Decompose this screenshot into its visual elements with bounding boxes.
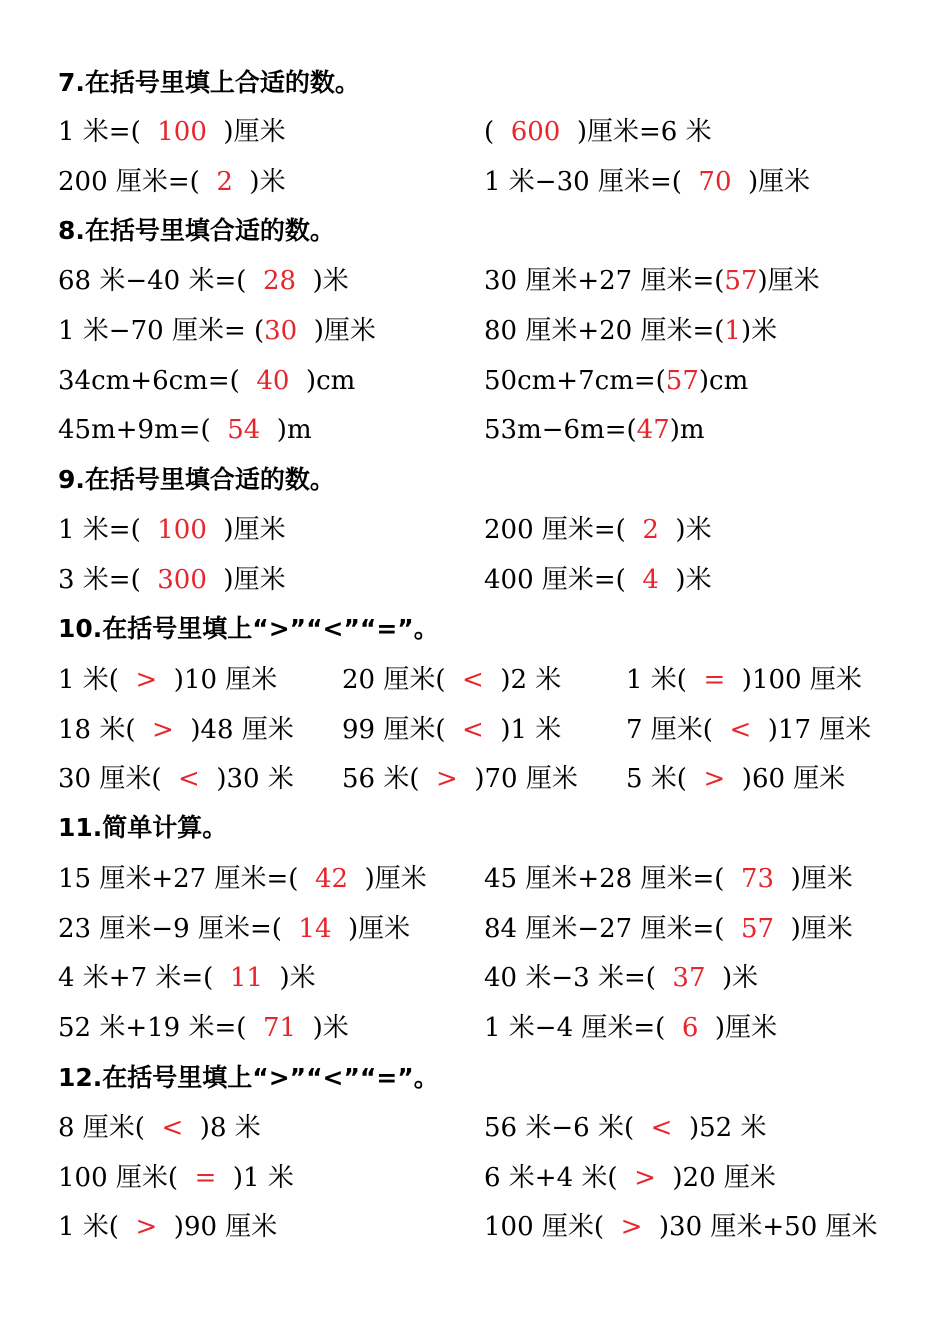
question-unit: )8 米: [183, 1113, 261, 1143]
answer-value: 57: [665, 366, 699, 396]
question-text: 200 厘米=(: [484, 515, 643, 545]
answer-value: 47: [636, 415, 670, 445]
question-unit: )10 厘米: [157, 665, 278, 695]
answer-value: 4: [642, 565, 659, 595]
question-unit: )厘米: [774, 864, 853, 894]
question-unit: )米: [658, 515, 712, 545]
question-text: 1 米=(: [58, 117, 158, 147]
question-unit: )30 米: [199, 764, 294, 794]
question-text: 50cm+7cm=(: [484, 366, 666, 396]
question-text: 8 厘米(: [58, 1113, 162, 1143]
answer-value: 300: [157, 565, 207, 595]
question-text: 1 米−30 厘米=(: [484, 167, 699, 197]
question-unit: )米: [658, 565, 712, 595]
answer-value: =: [703, 665, 726, 695]
question-unit: )m: [669, 415, 705, 445]
question-unit: )厘米=6 米: [560, 117, 712, 147]
answer-value: 2: [642, 515, 659, 545]
question-text: 1 米(: [58, 1212, 136, 1242]
question-text: 23 厘米−9 厘米=(: [58, 914, 299, 944]
question-text: 20 厘米(: [342, 665, 463, 695]
exercise-item: [626, 664, 862, 696]
exercise-item: [58, 763, 294, 795]
exercise-item: [484, 863, 853, 895]
exercise-item: [58, 1012, 349, 1044]
exercise-item: [484, 564, 712, 596]
question-unit: )70 厘米: [457, 764, 578, 794]
exercise-item: [484, 315, 777, 347]
exercise-item: [484, 116, 712, 148]
section-title: 8.在括号里填合适的数。: [58, 216, 335, 245]
question-text: 18 米(: [58, 715, 153, 745]
exercise-item: [484, 1211, 878, 1243]
question-unit: )100 厘米: [725, 665, 862, 695]
question-unit: )厘米: [731, 167, 811, 197]
section-title: 11.简单计算。: [58, 813, 228, 842]
answer-value: <: [650, 1113, 673, 1143]
exercise-item: [484, 414, 705, 446]
question-unit: )60 厘米: [725, 764, 846, 794]
question-text: 100 厘米(: [484, 1212, 621, 1242]
question-text: 7 厘米(: [626, 715, 730, 745]
question-text: 99 厘米(: [342, 715, 463, 745]
question-unit: )米: [705, 963, 759, 993]
exercise-item: [58, 714, 294, 746]
answer-value: >: [135, 1212, 158, 1242]
question-text: 34cm+6cm=(: [58, 366, 257, 396]
exercise-item: [484, 514, 712, 546]
exercise-item: [484, 1112, 766, 1144]
question-unit: )17 厘米: [751, 715, 872, 745]
section-title: 7.在括号里填上合适的数。: [58, 68, 360, 97]
exercise-item: [58, 913, 410, 945]
question-text: 56 米−6 米(: [484, 1113, 651, 1143]
answer-value: 600: [510, 117, 561, 147]
exercise-item: [58, 514, 286, 546]
exercise-item: [58, 265, 349, 297]
exercise-item: [626, 763, 845, 795]
question-text: 200 厘米=(: [58, 167, 217, 197]
question-text: 68 米−40 米=(: [58, 266, 263, 296]
question-text: 3 米=(: [58, 565, 158, 595]
answer-value: 57: [724, 266, 758, 296]
question-unit: )m: [260, 415, 312, 445]
question-unit: )52 米: [672, 1113, 767, 1143]
exercise-item: [58, 166, 286, 198]
question-unit: )厘米: [331, 914, 411, 944]
answer-value: <: [178, 764, 200, 794]
question-text: 53m−6m=(: [484, 415, 637, 445]
question-unit: )cm: [698, 366, 749, 396]
answer-value: 57: [740, 914, 775, 944]
question-text: 4 米+7 米=(: [58, 963, 230, 993]
question-text: 1 米=(: [58, 515, 158, 545]
exercise-item: [58, 564, 286, 596]
question-text: 15 厘米+27 厘米=(: [58, 864, 315, 894]
question-unit: )厘米: [206, 565, 286, 595]
answer-value: 42: [314, 864, 349, 894]
answer-value: <: [729, 715, 752, 745]
question-unit: )2 米: [483, 665, 562, 695]
question-text: 100 厘米(: [58, 1163, 195, 1193]
question-text: 45 厘米+28 厘米=(: [484, 864, 741, 894]
answer-value: =: [194, 1163, 217, 1193]
answer-value: 28: [262, 266, 297, 296]
question-text: 84 厘米−27 厘米=(: [484, 914, 741, 944]
question-unit: )20 厘米: [655, 1163, 776, 1193]
question-unit: )厘米: [698, 1013, 778, 1043]
exercise-item: [626, 714, 871, 746]
question-unit: )48 厘米: [173, 715, 294, 745]
question-text: 1 米(: [626, 665, 704, 695]
answer-value: >: [152, 715, 174, 745]
exercise-item: [58, 1112, 261, 1144]
answer-value: 70: [698, 167, 732, 197]
answer-value: 71: [262, 1013, 297, 1043]
exercise-item: [484, 962, 758, 994]
answer-value: 11: [229, 963, 263, 993]
exercise-item: [484, 365, 748, 397]
answer-value: 100: [157, 515, 207, 545]
answer-value: 100: [157, 117, 207, 147]
answer-value: 2: [216, 167, 233, 197]
question-text: 1 米−4 厘米=(: [484, 1013, 682, 1043]
exercise-item: [484, 265, 820, 297]
question-unit: )米: [262, 963, 316, 993]
exercise-item: [58, 863, 427, 895]
question-unit: )1 米: [216, 1163, 294, 1193]
exercise-item: [58, 1211, 277, 1243]
question-text: 1 米(: [58, 665, 136, 695]
answer-value: >: [135, 665, 158, 695]
answer-value: 14: [298, 914, 332, 944]
answer-value: 40: [256, 366, 290, 396]
question-text: 52 米+19 米=(: [58, 1013, 263, 1043]
exercise-item: [58, 414, 312, 446]
exercise-item: [342, 664, 561, 696]
exercise-item: [342, 714, 561, 746]
exercise-item: [484, 1162, 776, 1194]
question-unit: )米: [232, 167, 286, 197]
exercise-item: [58, 315, 376, 347]
answer-value: 30: [264, 316, 298, 346]
exercise-item: [342, 763, 578, 795]
question-unit: )厘米: [774, 914, 853, 944]
question-unit: )米: [740, 316, 778, 346]
answer-value: <: [161, 1113, 184, 1143]
question-text: 30 厘米(: [58, 764, 179, 794]
answer-value: <: [462, 715, 484, 745]
question-unit: )厘米: [297, 316, 376, 346]
question-text: 5 米(: [626, 764, 704, 794]
answer-value: >: [436, 764, 458, 794]
question-unit: )90 厘米: [157, 1212, 278, 1242]
answer-value: 37: [672, 963, 706, 993]
section-title: 12.在括号里填上“>”“<”“=”。: [58, 1063, 439, 1092]
answer-value: >: [634, 1163, 656, 1193]
question-text: 56 米(: [342, 764, 437, 794]
question-unit: )厘米: [206, 117, 286, 147]
question-unit: )cm: [289, 366, 356, 396]
answer-value: 6: [681, 1013, 699, 1043]
question-unit: )厘米: [757, 266, 820, 296]
answer-value: <: [462, 665, 484, 695]
question-text: 40 米−3 米=(: [484, 963, 673, 993]
question-text: 6 米+4 米(: [484, 1163, 635, 1193]
question-text: 1 米−70 厘米= (: [58, 316, 265, 346]
exercise-item: [484, 913, 853, 945]
exercise-item: [58, 962, 316, 994]
answer-value: >: [620, 1212, 643, 1242]
question-text: (: [484, 117, 511, 147]
answer-value: >: [703, 764, 726, 794]
question-text: 45m+9m=(: [58, 415, 228, 445]
question-unit: )米: [296, 1013, 349, 1043]
question-text: 80 厘米+20 厘米=(: [484, 316, 725, 346]
exercise-item: [58, 664, 277, 696]
answer-value: 1: [724, 316, 741, 346]
question-text: 400 厘米=(: [484, 565, 643, 595]
section-title: 9.在括号里填合适的数。: [58, 465, 335, 494]
answer-value: 73: [740, 864, 775, 894]
exercise-item: [58, 116, 286, 148]
exercise-item: [58, 365, 355, 397]
question-unit: )1 米: [483, 715, 562, 745]
question-unit: )厘米: [206, 515, 286, 545]
answer-value: 54: [227, 415, 261, 445]
question-unit: )30 厘米+50 厘米: [642, 1212, 878, 1242]
question-unit: )厘米: [348, 864, 427, 894]
question-unit: )米: [296, 266, 349, 296]
exercise-item: [484, 166, 810, 198]
exercise-item: [484, 1012, 777, 1044]
question-text: 30 厘米+27 厘米=(: [484, 266, 725, 296]
exercise-item: [58, 1162, 294, 1194]
section-title: 10.在括号里填上“>”“<”“=”。: [58, 614, 439, 643]
